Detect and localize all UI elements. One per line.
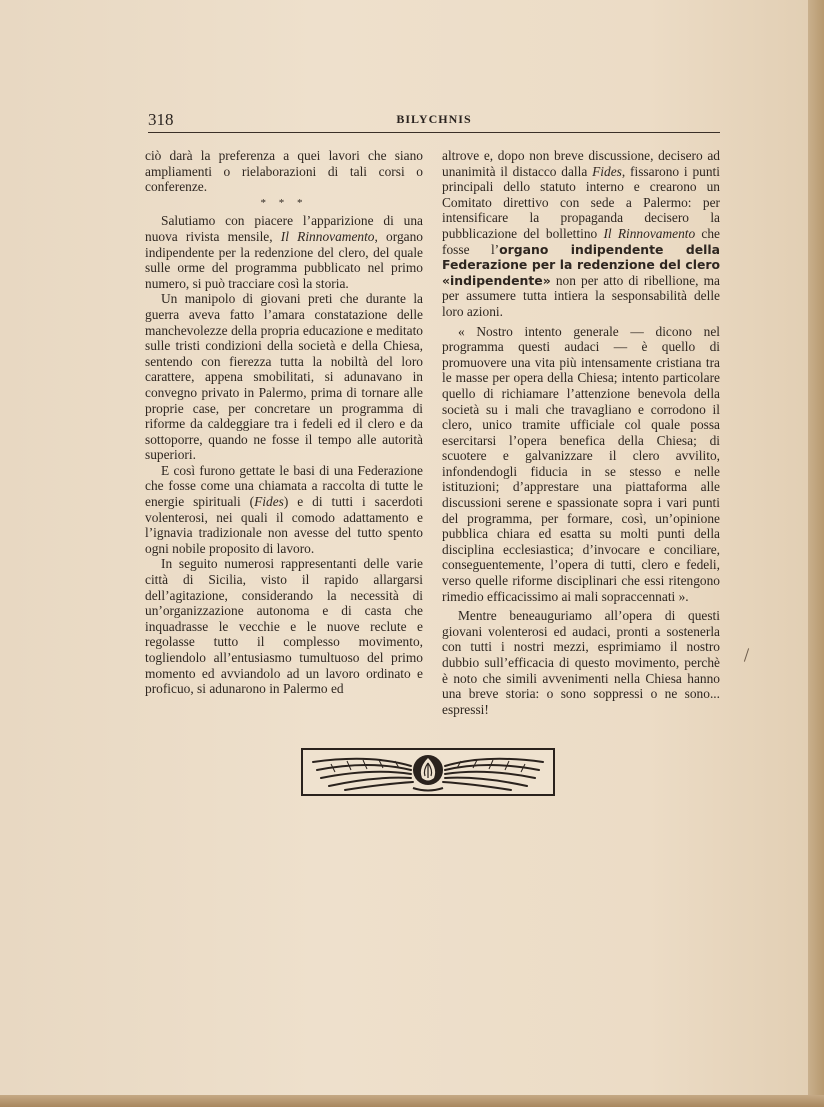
paragraph: ciò darà la preferenza a quei lavori che siano ampliamenti o rielaborazioni di tali corsi o conferenze. xyxy=(145,148,423,195)
journal-title: Il Rinnovamento xyxy=(603,225,696,241)
text-run: non per atto di ribellione, ma per assumere tutta intiera la sesponsabilità delle loro azioni. xyxy=(442,272,720,319)
text-run: altrove e, dopo non breve discussione, decisero ad unanimità il distacco dalla xyxy=(442,148,720,179)
paragraph: Mentre beneauguriamo all’opera di questi giovani volenterosi ed audaci, pronti a sostenerla con tutti i nostri mezzi, esprimiamo il nostro dubbio sull’efficacia di questo movimento, perchè è noto che simili avvenimenti nella Chiesa hanno una breve storia: o sono soppressi o ne sono... espressi! xyxy=(442,608,720,717)
right-column xyxy=(442,148,720,717)
page-header xyxy=(148,110,720,133)
left-column xyxy=(145,148,423,697)
running-title: BILYCHNIS xyxy=(396,112,472,126)
winged-emblem-icon xyxy=(301,748,555,796)
section-separator: * * * xyxy=(260,196,308,209)
ornament-svg xyxy=(301,748,555,796)
paragraph xyxy=(145,463,423,557)
journal-title: Fides xyxy=(254,494,284,510)
paragraph xyxy=(442,148,720,320)
text-run: , organo indipendente per la redenzione del clero, del quale sulle orme del programma pubblicato nel primo numero, si può tracciare così la storia. xyxy=(145,228,423,291)
paragraph: « Nostro intento generale — dicono nel programma questi audaci — è quello di promuovere una vita più intensamente cristiana tra le masse per opera della Chiesa; intento particolare quello di richiamare l’attenzione benevola della società su i mali che travagliano e corrodono il clero, unico tramite ufficiale col quale possa esercitarsi l’opera benefica della Chiesa; di scuotere e galvanizzare il clero avvilito, infondendogli fiducia in se stesso e nelle istituzioni; d’apprestare una piattaforma alle discussioni serene e spassionate sopra i vari punti del programma, per formare, così, un’opinione pubblica chiara ed esatta su molti punti della disciplina ecclesiastica; d’invocare e conciliare, conseguentemente, l’opera di tutti, clero e fedeli, verso quelle riforme disciplinari che essi ritengono rimedio efficacissimo ai mali sopraccennati ». xyxy=(442,323,720,604)
journal-title: Il Rinnovamento xyxy=(280,228,375,244)
bold-emphasis: organo indipendente della Federazione per la redenzione del clero «indipendente» xyxy=(442,241,720,288)
paragraph xyxy=(145,213,423,291)
paragraph: In seguito numerosi rappresentanti delle varie città di Sicilia, visto il rapido allargarsi dell’agitazione, considerando la necessità di un’organizzazione autonoma e di casta che inquadrasse le vecchie e le nuove reclute e regolasse tutto il complesso movimento, togliendolo all’entusiasmo tumultuoso del primo momento ed avviandolo ad un lavoro ordinato e proficuo, si adunarono in Palermo ed xyxy=(145,556,423,697)
page-edge-bottom xyxy=(0,1095,824,1107)
text-run: ) e di tutti i sacerdoti volenterosi, nei quali il comodo adattamento e l’ignavia tradizionale non avesse del tutto spento ogni nobile proposito di lavoro. xyxy=(145,494,424,556)
text-run: Salutiamo con piacere l’apparizione di una nuova rivista mensile, xyxy=(145,213,423,244)
text-run: che fosse l’ xyxy=(442,225,720,257)
text-run: , fissarono i punti principali dello statuto interno e crearono un Comitato direttivo con sede a Palermo: per intensificare la propaganda decisero la pubblicazione del bollettino xyxy=(442,163,720,241)
paragraph: Un manipolo di giovani preti che durante la guerra aveva fatto l’amara constatazione delle manchevolezze della propria educazione e meditato sulle tristi condizioni della società e della Chiesa, sentendo con fierezza tutta la nobiltà del loro carattere, appena smobilitati, si adunavano in convegno privato in Palermo, prima di tornare alle proprie case, per concretare un programma di riforme da caldeggiare tra i fedeli ed il clero e da sottoporre, quando ne fosse il tempo alle autorità superiori. xyxy=(145,291,423,463)
journal-title: Fides xyxy=(592,163,622,179)
page-number: 318 xyxy=(148,110,174,129)
page-edge-right xyxy=(808,0,824,1107)
text-run: E così furono gettate le basi di una Federazione che fosse come una chiamata a raccolta di tutte le energie spirituali ( xyxy=(145,462,423,510)
